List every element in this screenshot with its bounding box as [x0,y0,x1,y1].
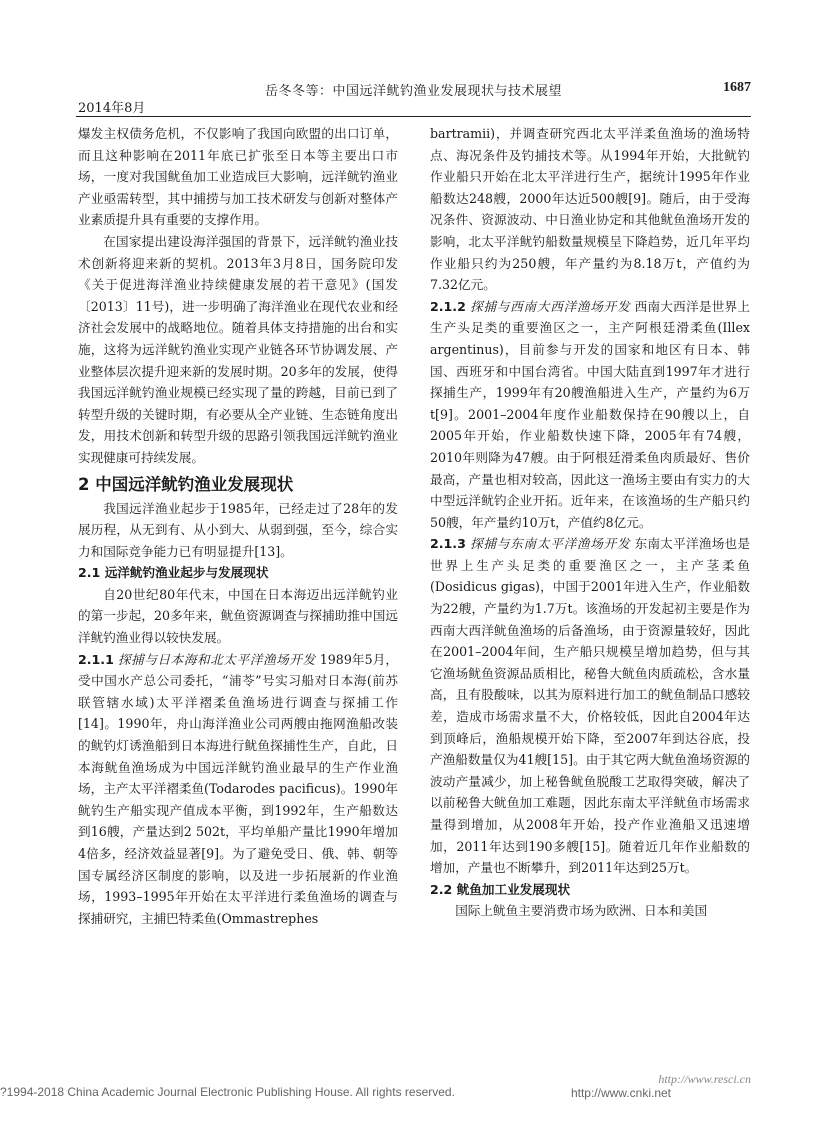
watermark-url: http://www.resci.cn [658,1072,751,1086]
paragraph-text: 西南大西洋是世界上生产头足类的重要渔区之一，主产阿根廷滑柔鱼(Illex argentinus)，目前参与开发的国家和地区有日本、韩国、西班牙和中国台湾省。中国大陆直到1997年才进行探捕生产，1999年有20艘渔船进入生产，产量约为6万t[9]。2001–2004年度作业船数保持在90艘以上，自2005年开始，作业船数快速下降，2005年有74艘，2010年则降为47艘。由于阿根廷滑柔鱼肉质最好、售价最高，产量也相对较高，因此这一渔场主要由有实力的大中型远洋鱿钓企业开拓。近年来，在该渔场的生产船只约50艘，年产量约10万t，产值约8亿元。 [430,298,750,530]
paragraph-text: 1989年5月，受中国水产总公司委托，“浦苓”号实习船对日本海(前苏联管辖水域)太平洋褶柔鱼渔场进行调查与探捕工作[14]。1990年，舟山海洋渔业公司两艘由拖网渔船改装的鱿钓灯诱渔船到日本海进行鱿鱼探捕性生产，自此，日本海鱿鱼渔场成为中国远洋鱿钓渔业最早的生产作业渔场，主产太平洋褶柔鱼(Todarodes pacificus)。1990年鱿钓生产船实现产值成本平衡，到1992年，生产船数达到16艘，产量达到2 502t，平均单船产量比1990年增加4倍多，经济效益显著[9]。为了避免受日、俄、韩、朝等国专属经济区制度的影响，以及进一步拓展新的作业渔场，1993–1995年开始在太平洋进行柔鱼渔场的调查与探捕研究，主捕巴特柔鱼(Ommastrephes [78,651,398,926]
paragraph: bartramii)，并调查研究西北太平洋柔鱼渔场的渔场特点、海况条件及钓捕技术等。从1994年开始，大批鱿钓作业船只开始在北太平洋进行生产，据统计1995年作业船数达248艘，2000年达近500艘[9]。随后，由于受海况条件、资源波动、中日渔业协定和其他鱿鱼渔场开发的影响，北太平洋鱿钓船数量规模呈下降趋势，近几年平均作业船只约为250艘，年产量约为8.18万t，产值约为7.32亿元。 [430,126,750,293]
right-column [430,123,750,922]
paragraph [430,533,750,879]
left-column [78,123,398,929]
paragraph-text: 东南太平洋渔场也是世界上生产头足类的重要渔区之一，主产茎柔鱼(Dosidicus gigas)，中国于2001年进入生产，作业船数为22艘，产量约为1.7万t。该渔场的开发起初主要是作为西南大西洋鱿鱼渔场的后备渔场，由于资源量较好，因此在2001–2004年间，生产船只规模呈增加趋势，但与其它渔场鱿鱼资源品质相比，秘鲁大鱿鱼肉质疏松，含水量高，且有股酸味，以其为原料进行加工的鱿鱼制品口感较差，造成市场需求量不大，价格较低，因此自2004年达到顶峰后，渔船规模开始下降，至2007年到达谷底，投产渔船数量仅为41艘[15]。由于其它两大鱿鱼渔场资源的波动产量减少，加上秘鲁鱿鱼脱酸工艺取得突破，解决了以前秘鲁大鱿鱼加工难题，因此东南太平洋鱿鱼市场需求量得到增加，从2008年开始，投产作业渔船又迅速增加，2011年达到190多艘[15]。随着近几年作业船数的增加，产量也不断攀升，到2011年达到25万t。 [430,536,750,876]
subsection-heading: 2.2 鱿鱼加工业发展现状 [430,881,571,897]
copyright-notice: ?1994-2018 China Academic Journal Electronic Publishing House. All rights reserved. [0,1085,455,1099]
subsubsection-title: 探捕与西南大西洋渔场开发 [470,298,631,314]
subsubsection-number: 2.1.3 [430,536,466,552]
paragraph: 自20世纪80年代末，中国在日本海迈出远洋鱿钓业的第一步起，20多年来，鱿鱼资源调查与探捕助推中国远洋鱿钓渔业得以较快发展。 [78,586,398,646]
paragraph: 国际上鱿鱼主要消费市场为欧洲、日本和美国 [455,903,708,919]
page-number: 1687 [723,80,751,95]
paragraph: 我国远洋渔业起步于1985年，已经走过了28年的发展历程，从无到有、从小到大、从弱到强，至今，综合实力和国际竞争能力已有明显提升[13]。 [78,500,398,559]
issue-date: 2014年8月 [78,101,146,116]
paragraph: 在国家提出建设海洋强国的背景下，远洋鱿钓渔业技术创新将迎来新的契机。2013年3月8日，国务院印发《关于促进海洋渔业持续健康发展的若干意见》(国发〔2013〕11号)，进一步明确了海洋渔业在现代农业和经济社会发展中的战略地位。随着具体支持措施的出台和实施，这将为远洋鱿钓渔业实现产业链各环节协调发展、产业整体层次提升迎来新的发展时期。20多年的发展，使得我国远洋鱿钓渔业规模已经实现了量的跨越，目前已到了转型升级的关键时期，有必要从全产业链、生态链角度出发，用技术创新和转型升级的思路引领我国远洋鱿钓渔业实现健康可持续发展。 [78,233,398,465]
paragraph: 爆发主权债务危机，不仅影响了我国向欧盟的出口订单，而且这种影响在2011年底已扩张至日本等主要出口市场，一度对我国鱿鱼加工业造成巨大影响，远洋鱿钓渔业产业亟需转型，其中捕捞与加工技术研发与创新对整体产业素质提升具有重要的支撑作用。 [78,126,398,228]
paragraph [430,296,750,534]
section-heading: 2 中国远洋鱿钓渔业发展现状 [78,474,294,494]
paragraph [78,649,398,930]
subsubsection-number: 2.1.2 [430,298,466,314]
subsubsection-title: 探捕与日本海和北太平洋渔场开发 [117,651,316,667]
cnki-url: http://www.cnki.net [570,1086,671,1100]
subsection-heading: 2.1 远洋鱿钓渔业起步与发展现状 [78,565,269,581]
header-divider [76,116,751,117]
running-title: 岳冬冬等：中国远洋鱿钓渔业发展现状与技术展望 [264,84,562,99]
subsubsection-title: 探捕与东南太平洋渔场开发 [470,536,631,552]
subsubsection-number: 2.1.1 [78,651,114,667]
